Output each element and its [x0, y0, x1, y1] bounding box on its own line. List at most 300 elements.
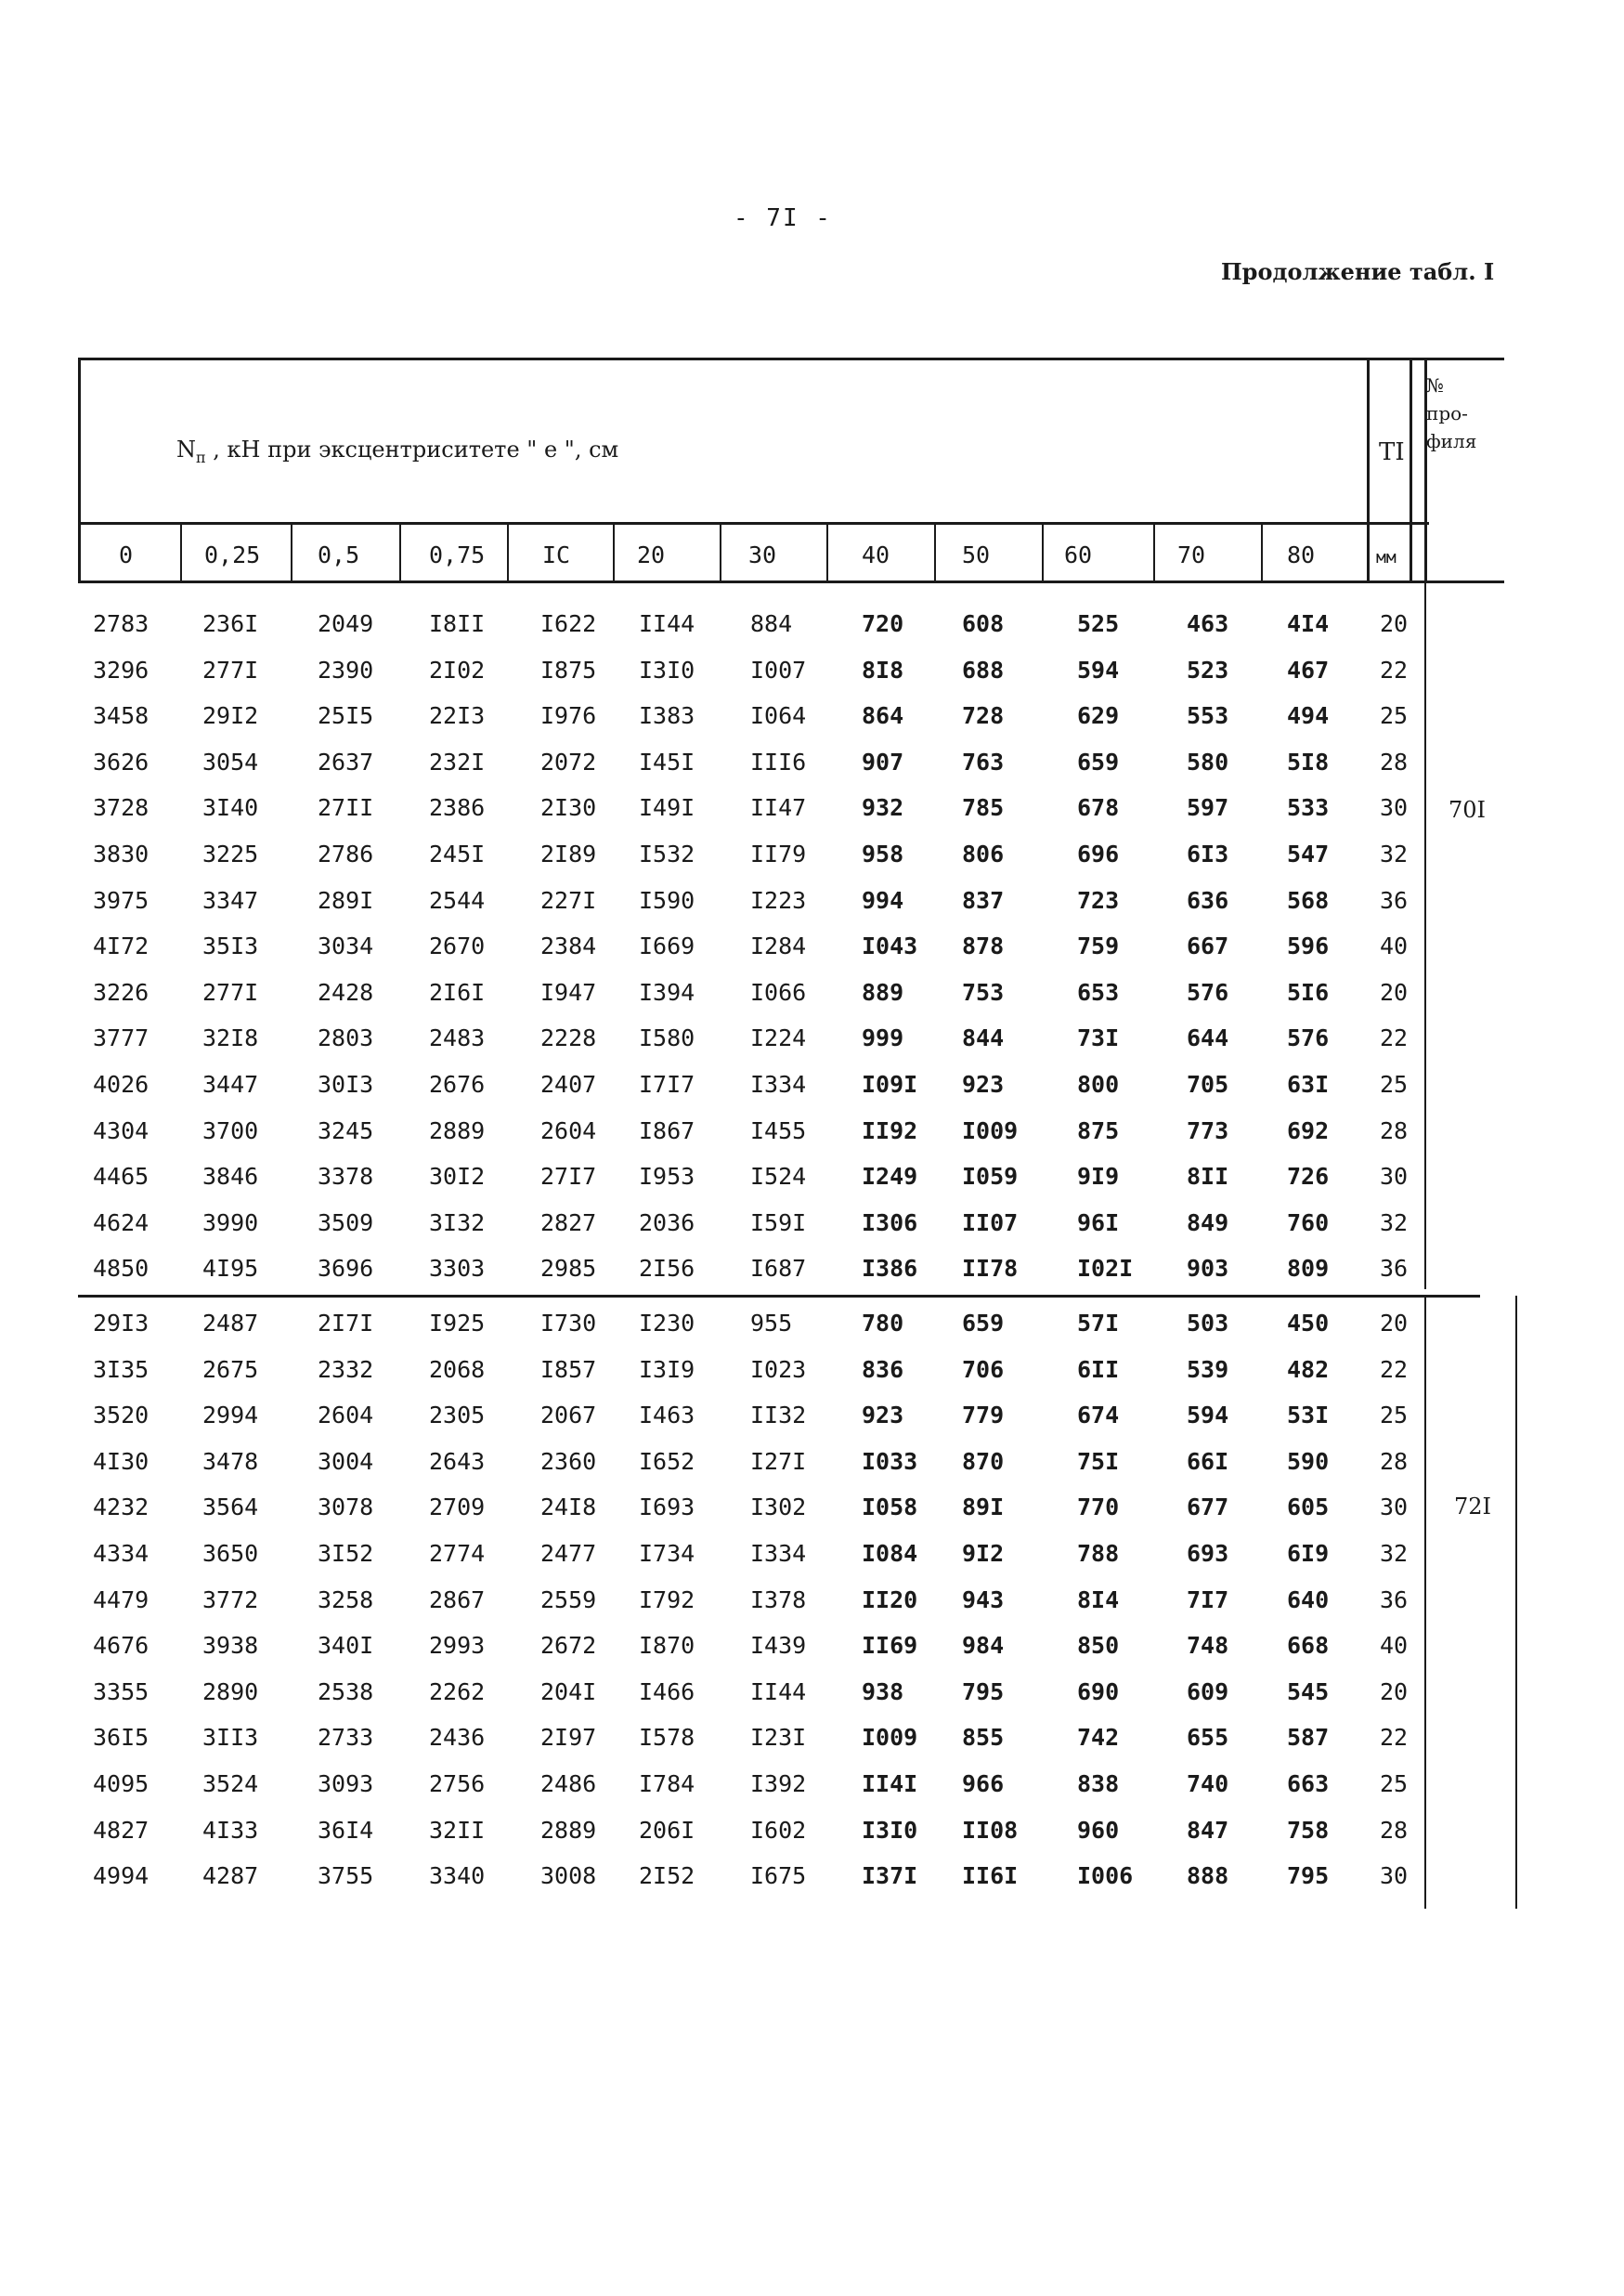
table-cell: 245I	[429, 841, 486, 868]
table-cell: 728	[962, 702, 1005, 730]
table-cell: 3II3	[202, 1724, 259, 1752]
table-cell: 7I7	[1187, 1585, 1229, 1613]
table-cell: 2827	[540, 1208, 597, 1236]
table-cell: I394	[639, 978, 695, 1006]
table-cell: 463	[1187, 610, 1229, 637]
table-cell: 2676	[429, 1071, 486, 1098]
table-cell: 678	[1077, 794, 1120, 822]
table-cell: 3564	[202, 1494, 259, 1521]
table-row	[0, 878, 1624, 924]
table-cell: 547	[1287, 841, 1330, 868]
table-cell: 723	[1077, 886, 1120, 914]
table-cell: 999	[862, 1024, 904, 1052]
table-cell: 667	[1187, 933, 1229, 960]
table-cell: 875	[1077, 1116, 1120, 1144]
table-cell: 763	[962, 748, 1005, 776]
table-cell: 22	[1380, 1724, 1409, 1752]
table-cell: I033	[862, 1447, 918, 1475]
table-cell: I386	[862, 1255, 918, 1283]
table-cell: 36I5	[93, 1724, 149, 1752]
table-cell: II47	[750, 794, 807, 822]
table-row	[0, 1577, 1624, 1624]
table-cell: 3700	[202, 1116, 259, 1144]
table-cell: 4I33	[202, 1816, 259, 1844]
table-cell: I675	[750, 1862, 807, 1890]
table-cell: 3458	[93, 702, 149, 730]
table-cell: 206I	[639, 1816, 695, 1844]
table-cell: 28	[1380, 748, 1409, 776]
table-cell: 2670	[429, 933, 486, 960]
page-number: - 7I -	[734, 204, 832, 232]
table-cell: 2067	[540, 1402, 597, 1429]
table-cell: 659	[1077, 748, 1120, 776]
table-cell: 2985	[540, 1255, 597, 1283]
table-cell: 2867	[429, 1585, 486, 1613]
table-cell: 3I32	[429, 1208, 486, 1236]
col-header-6: 30	[748, 541, 777, 568]
table-cell: I455	[750, 1116, 807, 1144]
table-cell: 590	[1287, 1447, 1330, 1475]
table-cell: 2384	[540, 933, 597, 960]
table-cell: 609	[1187, 1677, 1229, 1705]
table-cell: 923	[862, 1402, 904, 1429]
table-cell: 696	[1077, 841, 1120, 868]
table-row	[0, 1531, 1624, 1577]
table-cell: 3226	[93, 978, 149, 1006]
profile-70I: 70I	[1449, 797, 1487, 823]
table-row	[0, 601, 1624, 647]
table-cell: 9I9	[1077, 1163, 1120, 1191]
table-cell: 66I	[1187, 1447, 1229, 1475]
table-cell: II4I	[862, 1770, 918, 1797]
table-cell: I006	[1077, 1862, 1134, 1890]
table-row	[0, 693, 1624, 739]
table-cell: 844	[962, 1024, 1005, 1052]
table-cell: 923	[962, 1071, 1005, 1098]
table-cell: 2483	[429, 1024, 486, 1052]
group-separator	[78, 1295, 1480, 1298]
table-cell: I224	[750, 1024, 807, 1052]
table-cell: 27I7	[540, 1163, 597, 1191]
table-cell: 2604	[540, 1116, 597, 1144]
table-cell: 3777	[93, 1024, 149, 1052]
table-cell: 2I7I	[318, 1310, 374, 1337]
table-cell: 30I3	[318, 1071, 374, 1098]
table-cell: 2477	[540, 1540, 597, 1567]
col-header-2: 0,5	[318, 541, 360, 568]
table-cell: 2538	[318, 1677, 374, 1705]
col-header-1: 0,25	[204, 541, 261, 568]
table-cell: I306	[862, 1208, 918, 1236]
table-cell: 277I	[202, 978, 259, 1006]
table-cell: 3034	[318, 933, 374, 960]
table-cell: I652	[639, 1447, 695, 1475]
table-cell: 494	[1287, 702, 1330, 730]
table-cell: 850	[1077, 1632, 1120, 1660]
table-cell: 3355	[93, 1677, 149, 1705]
table-cell: 2756	[429, 1770, 486, 1797]
table-cell: 2332	[318, 1355, 374, 1383]
table-cell: 6I3	[1187, 841, 1229, 868]
table-cell: 3524	[202, 1770, 259, 1797]
table-cell: 3I35	[93, 1355, 149, 1383]
table-row	[0, 1807, 1624, 1854]
table-cell: I524	[750, 1163, 807, 1191]
table-cell: 553	[1187, 702, 1229, 730]
table-cell: 5I6	[1287, 978, 1330, 1006]
table-cell: 36	[1380, 1585, 1409, 1613]
table-cell: 3245	[318, 1116, 374, 1144]
table-cell: I734	[639, 1540, 695, 1567]
table-cell: 640	[1287, 1585, 1330, 1613]
table-cell: 2I97	[540, 1724, 597, 1752]
table-row	[0, 1300, 1624, 1347]
table-cell: I064	[750, 702, 807, 730]
table-cell: 644	[1187, 1024, 1229, 1052]
table-cell: 4827	[93, 1816, 149, 1844]
table-cell: I730	[540, 1310, 597, 1337]
table-cell: I058	[862, 1494, 918, 1521]
table-cell: 2643	[429, 1447, 486, 1475]
table-cell: I3I9	[639, 1355, 695, 1383]
table-cell: 608	[962, 610, 1005, 637]
table-cell: 4334	[93, 1540, 149, 1567]
profile-column-label: № про- филя	[1426, 374, 1477, 452]
table-cell: 3830	[93, 841, 149, 868]
table-cell: 720	[862, 610, 904, 637]
table-cell: 28	[1380, 1816, 1409, 1844]
table-cell: I334	[750, 1540, 807, 1567]
table-cell: 40	[1380, 1632, 1409, 1660]
table-cell: 2889	[429, 1116, 486, 1144]
table-cell: 587	[1287, 1724, 1330, 1752]
table-cell: 888	[1187, 1862, 1229, 1890]
table-cell: 3008	[540, 1862, 597, 1890]
col-header-12: мм	[1376, 548, 1397, 567]
table-cell: 847	[1187, 1816, 1229, 1844]
table-cell: 32	[1380, 841, 1409, 868]
table-cell: 22	[1380, 1024, 1409, 1052]
table-cell: 849	[1187, 1208, 1229, 1236]
table-cell: I693	[639, 1494, 695, 1521]
table-cell: 2675	[202, 1355, 259, 1383]
table-cell: 655	[1187, 1724, 1229, 1752]
table-cell: 594	[1187, 1402, 1229, 1429]
table-row	[0, 1200, 1624, 1246]
table-cell: 4I95	[202, 1255, 259, 1283]
table-cell: 20	[1380, 610, 1409, 637]
table-cell: I007	[750, 656, 807, 684]
table-row	[0, 1392, 1624, 1439]
table-cell: 32I8	[202, 1024, 259, 1052]
table-cell: 706	[962, 1355, 1005, 1383]
table-row	[0, 1062, 1624, 1108]
table-cell: 3004	[318, 1447, 374, 1475]
table-cell: 742	[1077, 1724, 1120, 1752]
table-cell: I09I	[862, 1071, 918, 1098]
table-cell: I334	[750, 1071, 807, 1098]
table-cell: 57I	[1077, 1310, 1120, 1337]
table-cell: 2036	[639, 1208, 695, 1236]
table-cell: 4I30	[93, 1447, 149, 1475]
table-cell: 907	[862, 748, 904, 776]
table-cell: 2889	[540, 1816, 597, 1844]
table-cell: 2I02	[429, 656, 486, 684]
table-cell: 2386	[429, 794, 486, 822]
table-cell: 3772	[202, 1585, 259, 1613]
table-cell: 6II	[1077, 1355, 1120, 1383]
table-cell: 3520	[93, 1402, 149, 1429]
table-cell: 636	[1187, 886, 1229, 914]
col-header-10: 70	[1177, 541, 1206, 568]
table-cell: 2486	[540, 1770, 597, 1797]
table-cell: 340I	[318, 1632, 374, 1660]
table-cell: 758	[1287, 1816, 1330, 1844]
table-cell: I947	[540, 978, 597, 1006]
table-row	[0, 1154, 1624, 1200]
table-cell: 663	[1287, 1770, 1330, 1797]
table-cell: 22I3	[429, 702, 486, 730]
table-cell: 3I40	[202, 794, 259, 822]
table-cell: 25	[1380, 1402, 1409, 1429]
table-cell: 943	[962, 1585, 1005, 1613]
table-cell: II20	[862, 1585, 918, 1613]
table-cell: 3225	[202, 841, 259, 868]
table-cell: 576	[1187, 978, 1229, 1006]
table-cell: I383	[639, 702, 695, 730]
table-cell: 958	[862, 841, 904, 868]
table-row	[0, 1715, 1624, 1761]
table-cell: I223	[750, 886, 807, 914]
table-cell: 3347	[202, 886, 259, 914]
table-cell: 3078	[318, 1494, 374, 1521]
table-cell: 22	[1380, 1355, 1409, 1383]
table-cell: I687	[750, 1255, 807, 1283]
table-cell: 20	[1380, 1310, 1409, 1337]
table-cell: 3447	[202, 1071, 259, 1098]
table-cell: 89I	[962, 1494, 1005, 1521]
table-cell: 674	[1077, 1402, 1120, 1429]
table-cell: 884	[750, 610, 793, 637]
table-cell: 2I52	[639, 1862, 695, 1890]
table-cell: 4994	[93, 1862, 149, 1890]
table-cell: 2890	[202, 1677, 259, 1705]
table-cell: 2I6I	[429, 978, 486, 1006]
table-cell: 3938	[202, 1632, 259, 1660]
table-cell: 4465	[93, 1163, 149, 1191]
table-cell: I3I0	[862, 1816, 918, 1844]
table-row	[0, 1439, 1624, 1485]
table-cell: 836	[862, 1355, 904, 1383]
table-cell: 2637	[318, 748, 374, 776]
table-cell: 3755	[318, 1862, 374, 1890]
table-cell: I590	[639, 886, 695, 914]
table-cell: I392	[750, 1770, 807, 1797]
table-cell: 597	[1187, 794, 1229, 822]
table-cell: 2604	[318, 1402, 374, 1429]
table-cell: I875	[540, 656, 597, 684]
table-cell: 688	[962, 656, 1005, 684]
table-cell: 30	[1380, 1494, 1409, 1521]
table-cell: 30	[1380, 1862, 1409, 1890]
table-cell: 889	[862, 978, 904, 1006]
table-cell: 692	[1287, 1116, 1330, 1144]
table-cell: 629	[1077, 702, 1120, 730]
table-cell: 870	[962, 1447, 1005, 1475]
table-cell: II6I	[962, 1862, 1019, 1890]
table-cell: I7I7	[639, 1071, 695, 1098]
col-header-8: 50	[962, 541, 991, 568]
table-cell: 2786	[318, 841, 374, 868]
table-cell: 30I2	[429, 1163, 486, 1191]
table-cell: 523	[1187, 656, 1229, 684]
table-cell: 32	[1380, 1540, 1409, 1567]
table-cell: II08	[962, 1816, 1019, 1844]
table-cell: 955	[750, 1310, 793, 1337]
table-cell: 25I5	[318, 702, 374, 730]
table-cell: 227I	[540, 886, 597, 914]
table-cell: 27II	[318, 794, 374, 822]
table-cell: 2774	[429, 1540, 486, 1567]
table-cell: 932	[862, 794, 904, 822]
table-cell: II79	[750, 841, 807, 868]
table-row	[0, 1853, 1624, 1899]
table-row	[0, 1108, 1624, 1155]
table-cell: 2I89	[540, 841, 597, 868]
table-cell: 903	[1187, 1255, 1229, 1283]
table-cell: I857	[540, 1355, 597, 1383]
table-cell: 726	[1287, 1163, 1330, 1191]
table-cell: I784	[639, 1770, 695, 1797]
table-cell: 4624	[93, 1208, 149, 1236]
table-cell: 4I4	[1287, 610, 1330, 637]
table-cell: 4026	[93, 1071, 149, 1098]
table-cell: 2994	[202, 1402, 259, 1429]
table-cell: 2072	[540, 748, 597, 776]
table-cell: 289I	[318, 886, 374, 914]
table-row	[0, 970, 1624, 1016]
table-cell: 2993	[429, 1632, 486, 1660]
table-cell: I669	[639, 933, 695, 960]
table-cell: 966	[962, 1770, 1005, 1797]
table-cell: 28	[1380, 1116, 1409, 1144]
table-cell: 659	[962, 1310, 1005, 1337]
table-cell: II92	[862, 1116, 918, 1144]
table-cell: 4850	[93, 1255, 149, 1283]
table-cell: 838	[1077, 1770, 1120, 1797]
table-cell: I49I	[639, 794, 695, 822]
table-cell: I976	[540, 702, 597, 730]
table-cell: 4676	[93, 1632, 149, 1660]
table-cell: I925	[429, 1310, 486, 1337]
table-cell: 73I	[1077, 1024, 1120, 1052]
table-row	[0, 831, 1624, 878]
col-header-0: 0	[119, 541, 134, 568]
table-cell: 232I	[429, 748, 486, 776]
table-cell: 3990	[202, 1208, 259, 1236]
table-cell: 22	[1380, 656, 1409, 684]
table-cell: 277I	[202, 656, 259, 684]
table-cell: 533	[1287, 794, 1330, 822]
table-cell: I02I	[1077, 1255, 1134, 1283]
table-cell: 4287	[202, 1862, 259, 1890]
table-row	[0, 739, 1624, 786]
table-cell: 32II	[429, 1816, 486, 1844]
table-cell: 96I	[1077, 1208, 1120, 1236]
table-cell: 2360	[540, 1447, 597, 1475]
table-cell: I953	[639, 1163, 695, 1191]
col-header-11: 80	[1287, 541, 1316, 568]
table-cell: 2672	[540, 1632, 597, 1660]
table-cell: 596	[1287, 933, 1330, 960]
table-cell: 32	[1380, 1208, 1409, 1236]
table-cell: 4479	[93, 1585, 149, 1613]
table-cell: 2544	[429, 886, 486, 914]
table-cell: 36	[1380, 886, 1409, 914]
table-cell: 29I2	[202, 702, 259, 730]
table-cell: I466	[639, 1677, 695, 1705]
table-cell: I059	[962, 1163, 1019, 1191]
table-cell: 878	[962, 933, 1005, 960]
table-cell: II32	[750, 1402, 807, 1429]
table-cell: 690	[1077, 1677, 1120, 1705]
table-cell: I602	[750, 1816, 807, 1844]
table-cell: 2I56	[639, 1255, 695, 1283]
table-cell: 2049	[318, 610, 374, 637]
continuation-label: Продолжение табл. I	[1221, 258, 1495, 285]
table-cell: 3258	[318, 1585, 374, 1613]
table-cell: 605	[1287, 1494, 1330, 1521]
table-cell: 204I	[540, 1677, 597, 1705]
table-cell: 653	[1077, 978, 1120, 1006]
table-cell: II44	[639, 610, 695, 637]
table-cell: 773	[1187, 1116, 1229, 1144]
table-row	[0, 1761, 1624, 1807]
table-cell: 5I8	[1287, 748, 1330, 776]
table-cell: 75I	[1077, 1447, 1120, 1475]
table-cell: 753	[962, 978, 1005, 1006]
table-cell: 780	[862, 1310, 904, 1337]
table-cell: 580	[1187, 748, 1229, 776]
col-header-9: 60	[1064, 541, 1093, 568]
table-cell: 594	[1077, 656, 1120, 684]
table-cell: 576	[1287, 1024, 1330, 1052]
table-cell: 3626	[93, 748, 149, 776]
table-cell: 693	[1187, 1540, 1229, 1567]
table-row	[0, 923, 1624, 970]
table-cell: 25	[1380, 1071, 1409, 1098]
table-cell: I59I	[750, 1208, 807, 1236]
table-cell: 3340	[429, 1862, 486, 1890]
col-header-5: 20	[637, 541, 666, 568]
table-cell: 3696	[318, 1255, 374, 1283]
table-cell: 3296	[93, 656, 149, 684]
table-cell: I37I	[862, 1862, 918, 1890]
table-cell: I532	[639, 841, 695, 868]
table-cell: 8II	[1187, 1163, 1229, 1191]
table-cell: 806	[962, 841, 1005, 868]
t1-label: TI	[1379, 438, 1405, 466]
table-cell: 503	[1187, 1310, 1229, 1337]
table-cell: 984	[962, 1632, 1005, 1660]
table-cell: I084	[862, 1540, 918, 1567]
table-cell: 2487	[202, 1310, 259, 1337]
table-cell: 2305	[429, 1402, 486, 1429]
table-cell: 29I3	[93, 1310, 149, 1337]
table-cell: 30	[1380, 794, 1409, 822]
table-cell: 770	[1077, 1494, 1120, 1521]
table-row	[0, 1669, 1624, 1715]
